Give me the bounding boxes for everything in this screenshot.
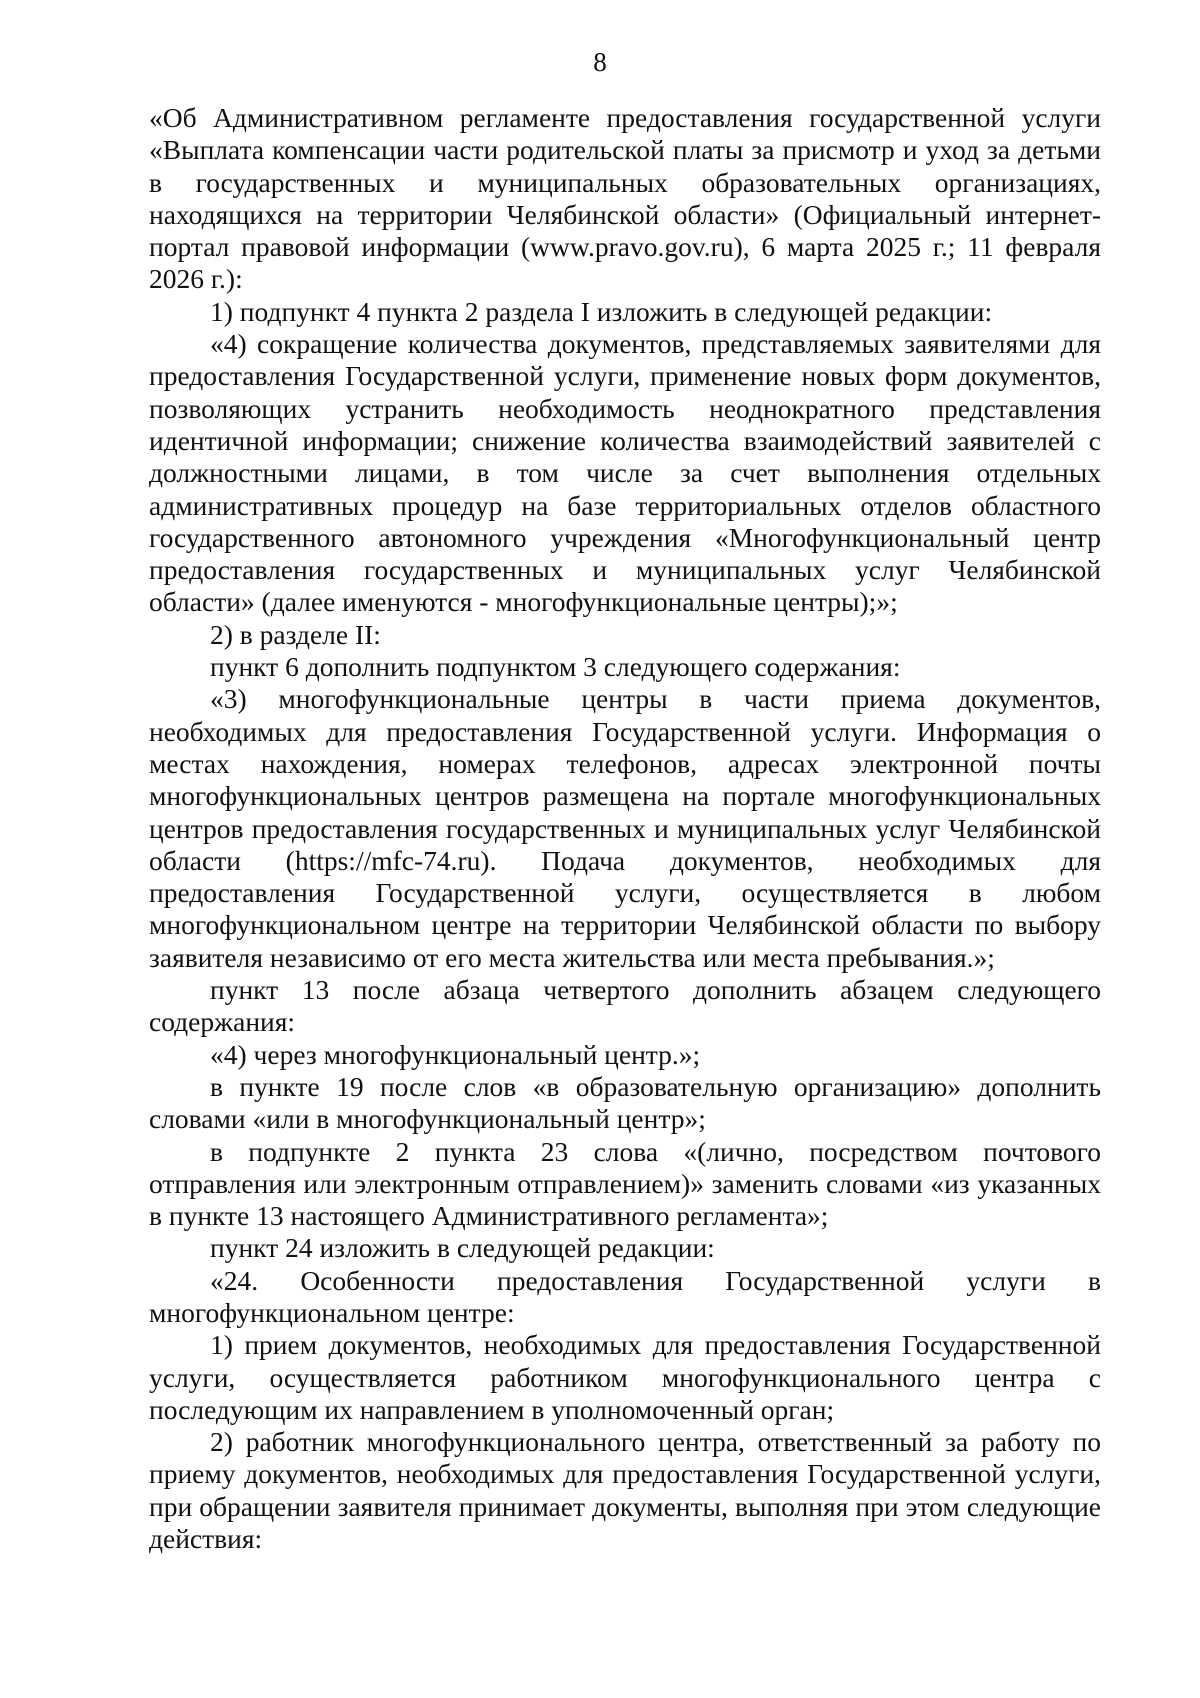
paragraph-point-23: в подпункте 2 пункта 23 слова «(лично, посредством почтового отправления или электронным отправлением)» заменить словами «из указанных в пункте 13 настоящего Административного регламента»;	[149, 1135, 1101, 1232]
paragraph-intro: «Об Административном регламенте предоставления государственной услуги «Выплата компенсации части родительской платы за присмотр и уход за детьми в государственных и муниципальных образовательных организациях, находящихся на территории Челябинской области» (Официальный интернет-портал правовой информации (www.pravo.gov.ru), 6 марта 2025 г.; 11 февраля 2026 г.):	[149, 102, 1101, 295]
paragraph-point-24-item-1: 1) прием документов, необходимых для предоставления Государственной услуги, осуществляется работником многофункционального центра с последующим их направлением в уполномоченный орган;	[149, 1329, 1101, 1425]
paragraph-point-19: в пункте 19 после слов «в образовательную организацию» дополнить словами «или в многофункциональный центр»;	[149, 1070, 1101, 1135]
document-body	[149, 102, 1101, 1555]
paragraph-subitem-3: «3) многофункциональные центры в части приема документов, необходимых для предоставления Государственной услуги. Информация о местах нахождения, номерах телефонов, адресах электронной почты многофункциональных центров размещена на портале многофункциональных центров предоставления государственных и муниципальных услуг Челябинской области (https://mfc-74.ru). Подача документов, необходимых для предоставления Государственной услуги, осуществляется в любом многофункциональном центре на территории Челябинской области по выбору заявителя независимо от его места жительства или места пребывания.»;	[149, 683, 1101, 973]
paragraph-point-6: пункт 6 дополнить подпунктом 3 следующего содержания:	[210, 651, 901, 683]
paragraph-point-13-text: «4) через многофункциональный центр.»;	[210, 1038, 701, 1070]
paragraph-point-13: пункт 13 после абзаца четвертого дополнить абзацем следующего содержания:	[149, 974, 1101, 1038]
paragraph-point-24-item-2: 2) работник многофункционального центра, ответственный за работу по приему документов, необходимых для предоставления Государственной услуги, при обращении заявителя принимает документы, выполняя при этом следующие действия:	[149, 1426, 1101, 1555]
paragraph-point-24-heading: «24. Особенности предоставления Государственной услуги в многофункциональном центре:	[149, 1264, 1101, 1328]
paragraph-subitem-4: «4) сокращение количества документов, представляемых заявителями для предоставления Государственной услуги, применение новых форм документов, позволяющих устранить необходимость неоднократного представления идентичной информации; снижение количества взаимодействий заявителей с должностными лицами, в том числе за счет выполнения отдельных административных процедур на базе территориальных отделов областного государственного автономного учреждения «Многофункциональный центр предоставления государственных и муниципальных услуг Челябинской области» (далее именуются - многофункциональные центры);»;	[149, 328, 1101, 618]
paragraph-item-2: 2) в разделе II:	[210, 618, 381, 650]
page-number: 8	[593, 47, 607, 77]
paragraph-point-24: пункт 24 изложить в следующей редакции:	[210, 1232, 715, 1264]
paragraph-item-1: 1) подпункт 4 пункта 2 раздела I изложить в следующей редакции:	[210, 295, 993, 327]
